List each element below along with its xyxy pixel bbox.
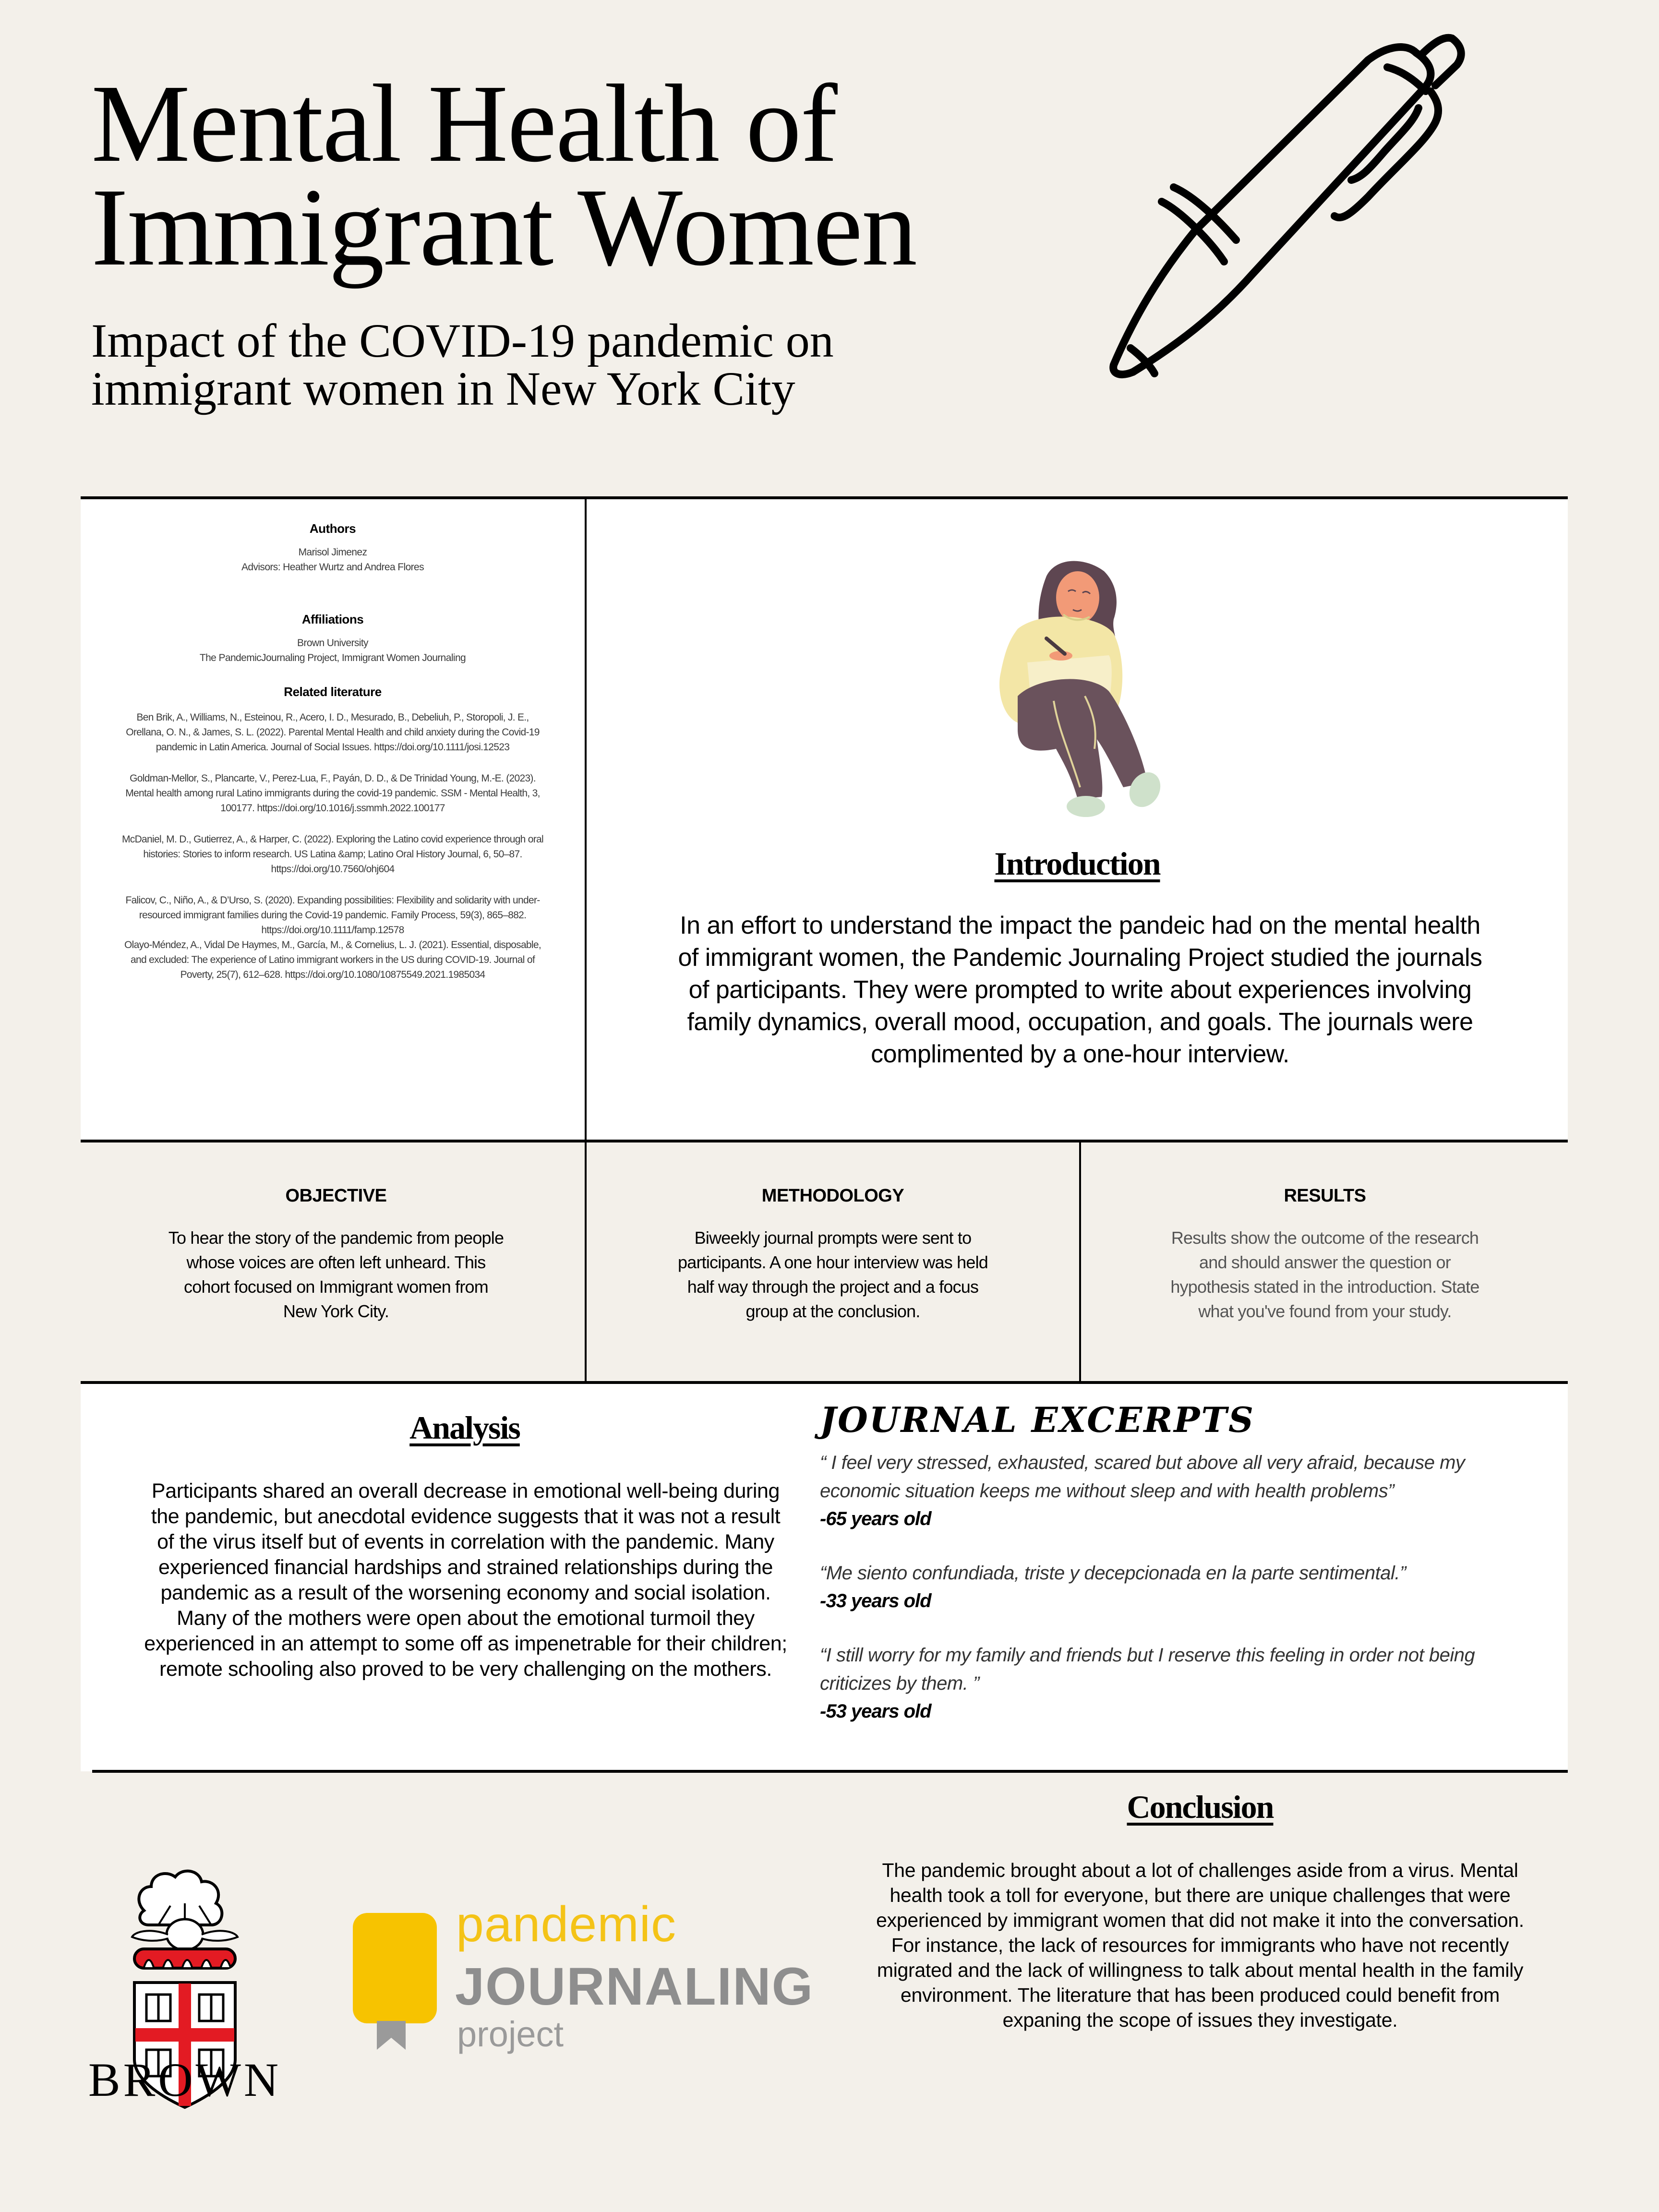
pjp-wordmark-project: project (457, 2014, 564, 2054)
reference-item: Falicov, C., Niño, A., & D’Urso, S. (2020). Expanding possibilities: Flexibility and solidarity with under-resourced immigrant families during the Covid-19 pandemic. Family Process, 59(3), 865–882. https://doi.org/10.1111/famp.12578 (125, 895, 540, 936)
objective-section (158, 1186, 514, 1323)
conclusion-body: The pandemic brought about a lot of challenges aside from a virus. Mental health took a toll for everyone, but there are unique challenges that were experienced by immigrant women that did not make it into the conversation. For instance, the lack of resources for immigrants who have not recently migrated and the lack of willingness to talk about mental health in the family environment. The literature that has been produced could benefit from expaning the scope of issues they investigate. (876, 1859, 1524, 2031)
methodology-body: Biweekly journal prompts were sent to participants. A one hour interview was held half way through the project and a focus group at the conclusion. (678, 1228, 988, 1321)
reference-item: Goldman-Mellor, S., Plancarte, V., Perez-Lua, F., Payán, D. D., & De Trinidad Young, M.-E. (2023). Mental health among rural Latino immigrants during the covid-19 pandemic. SSM - Mental Health, 3, 100177. https://doi.org/10.1016/j.ssmmh.2022.100177 (125, 773, 540, 814)
results-heading: RESULTS (1284, 1186, 1366, 1206)
methodology-section (670, 1186, 996, 1323)
literature-heading: Related literature (284, 685, 382, 699)
excerpt-age: -33 years old (820, 1590, 931, 1611)
brown-wordmark: BROWN (88, 2053, 282, 2106)
journal-excerpts (820, 1399, 1540, 1752)
woman-writing-illustration (965, 547, 1166, 830)
introduction-heading: Introduction (994, 845, 1160, 882)
poster-subtitle (91, 314, 1003, 415)
affiliations-heading: Affiliations (301, 612, 364, 626)
excerpt-quote: “ I feel very stressed, exhausted, scared but above all very afraid, because my economic situation keeps me without sleep and with health problems” (820, 1452, 1465, 1502)
excerpt-age: -53 years old (820, 1701, 931, 1722)
poster-title (91, 62, 1099, 289)
subtitle-line-1: Impact of the COVID-19 pandemic on (91, 314, 834, 367)
reference-item: Olayo-Méndez, A., Vidal De Haymes, M., García, M., & Cornelius, L. J. (2021). Essential, disposable, and excluded: The experience of Latino immigrant workers in the US during COVID-19. Journal of Poverty, 25(7), 612–628. https://doi.org/10.1080/10875549.2021.1985034 (124, 939, 541, 980)
reference-item: Ben Brik, A., Williams, N., Esteinou, R., Acero, I. D., Mesurado, B., Debeliuh, P., Storopoli, J. E., Orellana, O. N., & James, S. L. (2022). Parental Mental Health and child anxiety during the Covid-19 pandemic in Latin America. Journal of Social Issues. https://doi.org/10.1111/josi.12523 (126, 712, 540, 753)
affiliation-1: Brown University (297, 637, 368, 649)
affiliation-2: The PandemicJournaling Project, Immigrant Women Journaling (199, 652, 466, 663)
results-body: Results show the outcome of the research and should answer the question or hypothesis stated in the introduction. State what you've found from your study. (1170, 1228, 1479, 1321)
middle-row-top-rule (81, 1140, 1568, 1142)
journal-excerpts-heading: JOURNAL EXCERPTS (820, 1399, 1255, 1440)
analysis-row-bottom-rule (92, 1770, 1568, 1773)
authors-heading: Authors (309, 521, 356, 536)
excerpt-quote: “I still worry for my family and friends but I reserve this feeling in order not being criticizes by them. ” (820, 1645, 1475, 1694)
results-section (1162, 1186, 1488, 1323)
pen-icon (1099, 34, 1479, 403)
author-name: Marisol Jimenez (298, 547, 367, 558)
reference-item: McDaniel, M. D., Gutierrez, A., & Harper, C. (2022). Exploring the Latino covid experience through oral histories: Stories to inform research. US Latina &amp; Latino Oral History Journal, 6, 50–87. https://doi.org/10.7560/ohj604 (121, 834, 544, 875)
title-line-2: Immigrant Women (91, 166, 916, 289)
title-line-1: Mental Health of (91, 62, 837, 185)
introduction-body: In an effort to understand the impact the pandeic had on the mental health of immigrant women, the Pandemic Journaling Project studied the journals of participants. They were prompted to write about experiences involving family dynamics, overall mood, occupation, and goals. The journals were complimented by a one-hour interview. (678, 912, 1482, 1068)
objective-body: To hear the story of the pandemic from people whose voices are often left unheard. This cohort focused on Immigrant women from New York City. (168, 1228, 504, 1321)
pjp-bookmark-icon (353, 1913, 439, 2057)
column-divider-1 (585, 498, 587, 1382)
column-divider-2 (1079, 1141, 1081, 1382)
methodology-heading: METHODOLOGY (761, 1186, 904, 1206)
advisors: Advisors: Heather Wurtz and Andrea Flores (241, 562, 424, 573)
analysis-heading: Analysis (409, 1409, 520, 1446)
authors-panel (81, 499, 585, 1141)
excerpt-age: -65 years old (820, 1508, 931, 1529)
objective-heading: OBJECTIVE (285, 1186, 387, 1206)
pjp-wordmark-journaling: JOURNALING (455, 1957, 814, 2016)
excerpt-quote: “Me siento confundiada, triste y decepcionada en la parte sentimental.” (820, 1563, 1406, 1584)
pjp-wordmark-pandemic: pandemic (456, 1897, 676, 1952)
subtitle-line-2: immigrant women in New York City (91, 362, 795, 415)
analysis-body: Participants shared an overall decrease in emotional well-being during the pandemic, but anecdotal evidence suggests that it was not a result of the virus itself but of events in correlation with the pandemic. Many experienced financial hardships and strained relationships during the pandemic as a result of the worsening economy and social isolation. Many of the mothers were open about the emotional turmoil they experienced in an attempt to some off as impenetrable for their children; remote schooling also proved to be very challenging on the mothers. (144, 1479, 787, 1681)
analysis-row-top-rule (81, 1381, 1568, 1384)
conclusion-heading: Conclusion (1127, 1789, 1274, 1825)
